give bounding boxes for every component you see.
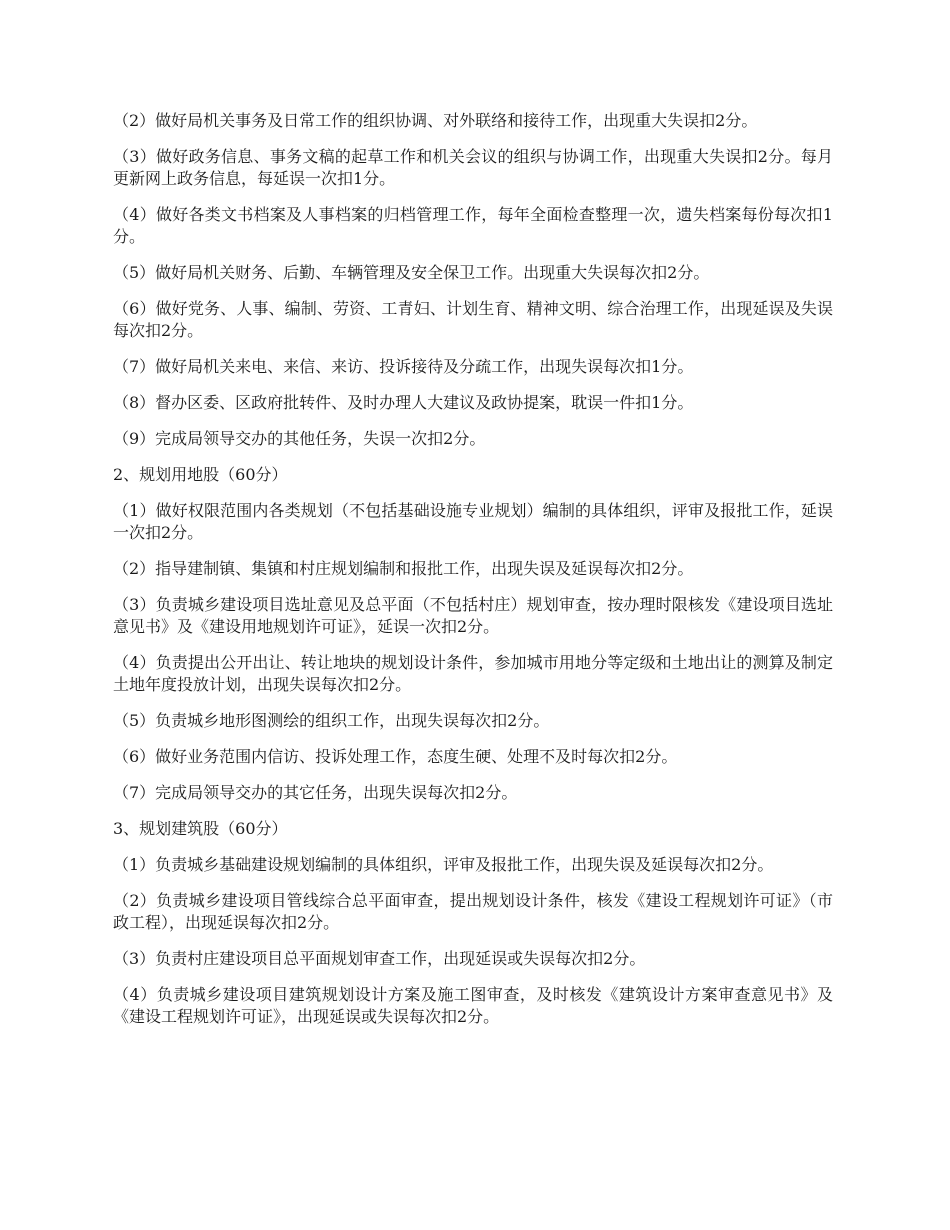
paragraph-land-item-3: （3）负责城乡建设项目选址意见及总平面（不包括村庄）规划审查，按办理时限核发《建设项目选址意见书》及《建设用地规划许可证》，延误一次扣2分。	[113, 595, 833, 636]
paragraph-land-item-1: （1）做好权限范围内各类规划（不包括基础设施专业规划）编制的具体组织，评审及报批工作，延误一次扣2分。	[113, 501, 833, 542]
paragraph-building-item-4: （4）负责城乡建设项目建筑规划设计方案及施工图审查，及时核发《建筑设计方案审查意见书》及《建设工程规划许可证》，出现延误或失误每次扣2分。	[113, 985, 833, 1026]
section-heading-planning-land: 2、规划用地股（60分）	[113, 465, 288, 484]
paragraph-building-item-1: （1）负责城乡基础建设规划编制的具体组织，评审及报批工作，出现失误及延误每次扣2分。	[113, 855, 774, 874]
paragraph-building-item-3: （3）负责村庄建设项目总平面规划审查工作，出现延误或失误每次扣2分。	[113, 949, 646, 968]
paragraph-land-item-7: （7）完成局领导交办的其它任务，出现失误每次扣2分。	[113, 783, 518, 802]
paragraph-land-item-5: （5）负责城乡地形图测绘的组织工作，出现失误每次扣2分。	[113, 711, 550, 730]
document-body	[113, 110, 833, 1042]
paragraph-item-2: （2）做好局机关事务及日常工作的组织协调、对外联络和接待工作，出现重大失误扣2分。	[113, 111, 758, 130]
paragraph-item-9: （9）完成局领导交办的其他任务，失误一次扣2分。	[113, 429, 486, 448]
paragraph-item-4: （4）做好各类文书档案及人事档案的归档管理工作，每年全面检查整理一次，遗失档案每份每次扣1分。	[113, 205, 833, 246]
section-heading-planning-building: 3、规划建筑股（60分）	[113, 819, 288, 838]
paragraph-land-item-2: （2）指导建制镇、集镇和村庄规划编制和报批工作，出现失误及延误每次扣2分。	[113, 559, 694, 578]
paragraph-building-item-2: （2）负责城乡建设项目管线综合总平面审查，提出规划设计条件，核发《建设工程规划许可证》（市政工程），出现延误每次扣2分。	[113, 891, 833, 932]
paragraph-item-6: （6）做好党务、人事、编制、劳资、工青妇、计划生育、精神文明、综合治理工作，出现延误及失误每次扣2分。	[113, 299, 833, 340]
paragraph-item-8: （8）督办区委、区政府批转件、及时办理人大建议及政协提案，耽误一件扣1分。	[113, 393, 694, 412]
paragraph-land-item-6: （6）做好业务范围内信访、投诉处理工作，态度生硬、处理不及时每次扣2分。	[113, 747, 678, 766]
paragraph-land-item-4: （4）负责提出公开出让、转让地块的规划设计条件，参加城市用地分等定级和土地出让的测算及制定土地年度投放计划，出现失误每次扣2分。	[113, 653, 833, 694]
paragraph-item-5: （5）做好局机关财务、后勤、车辆管理及安全保卫工作。出现重大失误每次扣2分。	[113, 263, 710, 282]
paragraph-item-3: （3）做好政务信息、事务文稿的起草工作和机关会议的组织与协调工作，出现重大失误扣2分。每月更新网上政务信息，每延误一次扣1分。	[113, 147, 833, 188]
paragraph-item-7: （7）做好局机关来电、来信、来访、投诉接待及分疏工作，出现失误每次扣1分。	[113, 357, 694, 376]
